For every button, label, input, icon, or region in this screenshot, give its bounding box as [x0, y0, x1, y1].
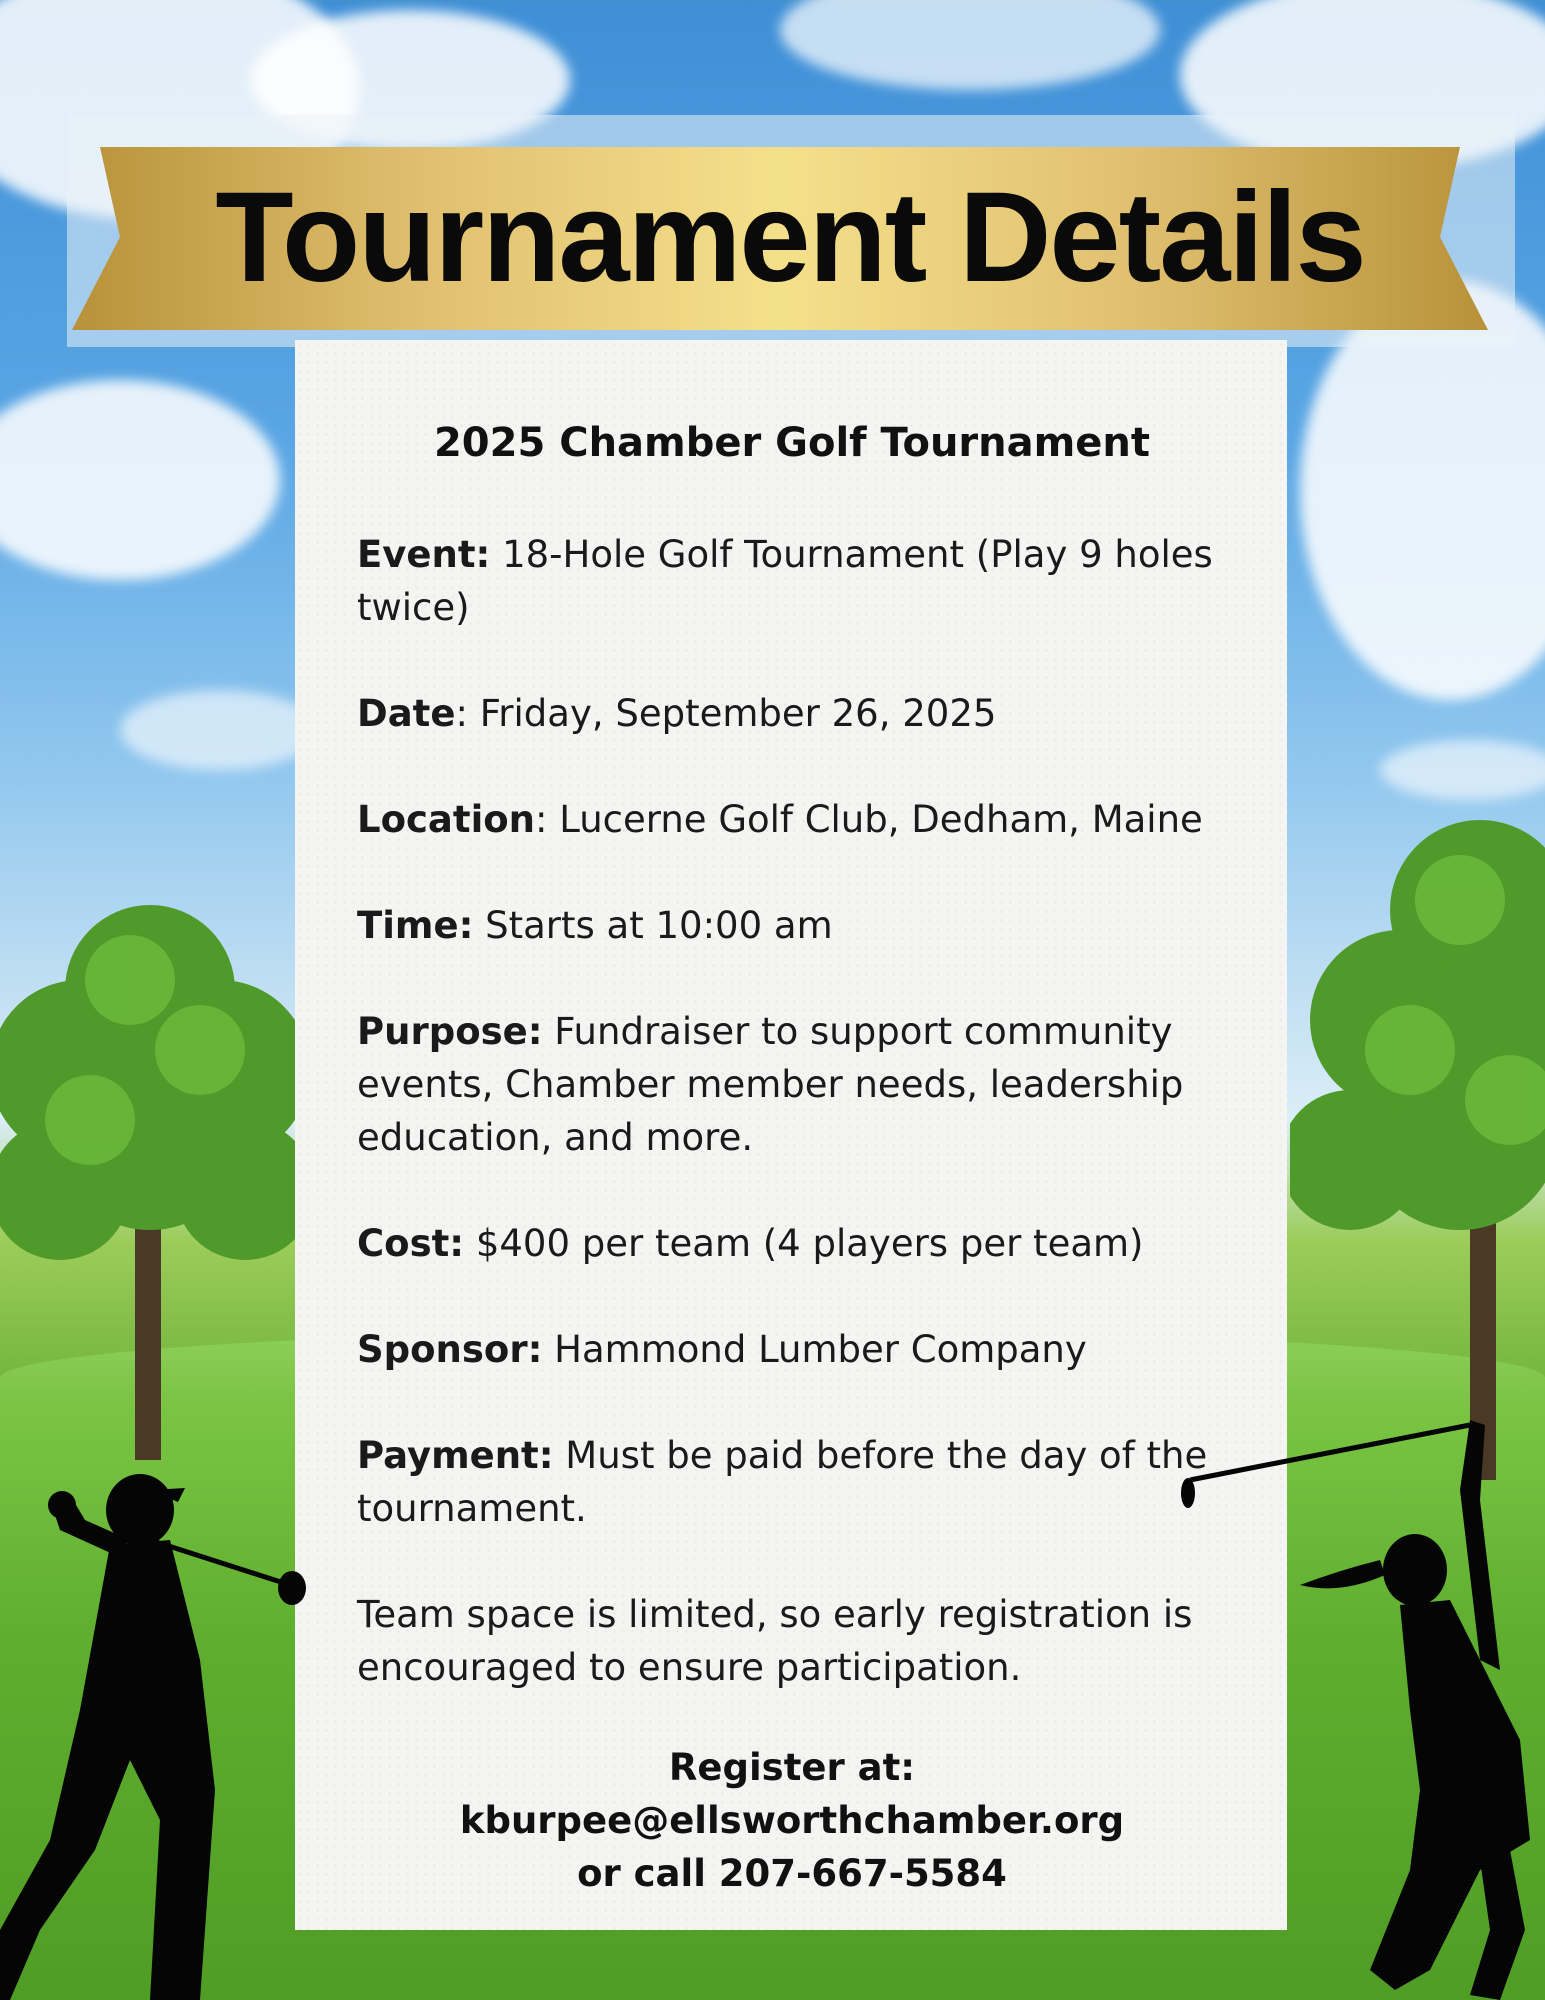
detail-label: Purpose:: [357, 1010, 543, 1053]
registration-note: Team space is limited, so early registration is encouraged to ensure participation.: [357, 1593, 1193, 1689]
tree-right: [1290, 800, 1545, 1480]
detail-sponsor: [357, 1323, 1227, 1376]
detail-value: : Friday, September 26, 2025: [455, 692, 997, 735]
detail-label: Date: [357, 692, 456, 735]
detail-label: Sponsor:: [357, 1328, 543, 1371]
detail-label: Cost:: [357, 1222, 465, 1265]
detail-label: Payment:: [357, 1434, 554, 1477]
detail-value: Hammond Lumber Company: [542, 1328, 1087, 1371]
register-email-line: Register at: kburpee@ellsworthchamber.org: [459, 1746, 1125, 1842]
detail-date: [357, 687, 1227, 740]
detail-label: Event:: [357, 533, 491, 576]
detail-location: [357, 793, 1227, 846]
detail-value: : Lucerne Golf Club, Dedham, Maine: [535, 798, 1203, 841]
detail-event: [357, 528, 1227, 634]
detail-cost: [357, 1217, 1227, 1270]
event-title: 2025 Chamber Golf Tournament: [433, 420, 1151, 466]
register-phone-line: or call 207-667-5584: [577, 1852, 1007, 1895]
detail-value: Starts at 10:00 am: [473, 904, 833, 947]
detail-value: Must be paid before the day of the tournament.: [357, 1434, 1208, 1530]
detail-payment: [357, 1429, 1227, 1535]
detail-value: $400 per team (4 players per team): [464, 1222, 1144, 1265]
cloud: [1380, 740, 1545, 800]
tree-left: [0, 900, 300, 1460]
cloud: [120, 690, 320, 770]
golfer-right-silhouette: [1180, 1410, 1545, 2000]
detail-value: 18-Hole Golf Tournament (Play 9 holes twice): [357, 533, 1213, 629]
register-info: [357, 1741, 1227, 1900]
detail-value: Fundraiser to support community events, Chamber member needs, leadership education, and more.: [357, 1010, 1184, 1159]
cloud: [780, 0, 1160, 90]
detail-purpose: [357, 1005, 1227, 1164]
detail-label: Time:: [357, 904, 474, 947]
page-title: Tournament Details: [215, 166, 1365, 309]
detail-time: [357, 899, 1227, 952]
details-panel: [295, 340, 1287, 1930]
golfer-left-silhouette: [0, 1460, 310, 2000]
detail-label: Location: [357, 798, 536, 841]
cloud: [0, 380, 280, 580]
